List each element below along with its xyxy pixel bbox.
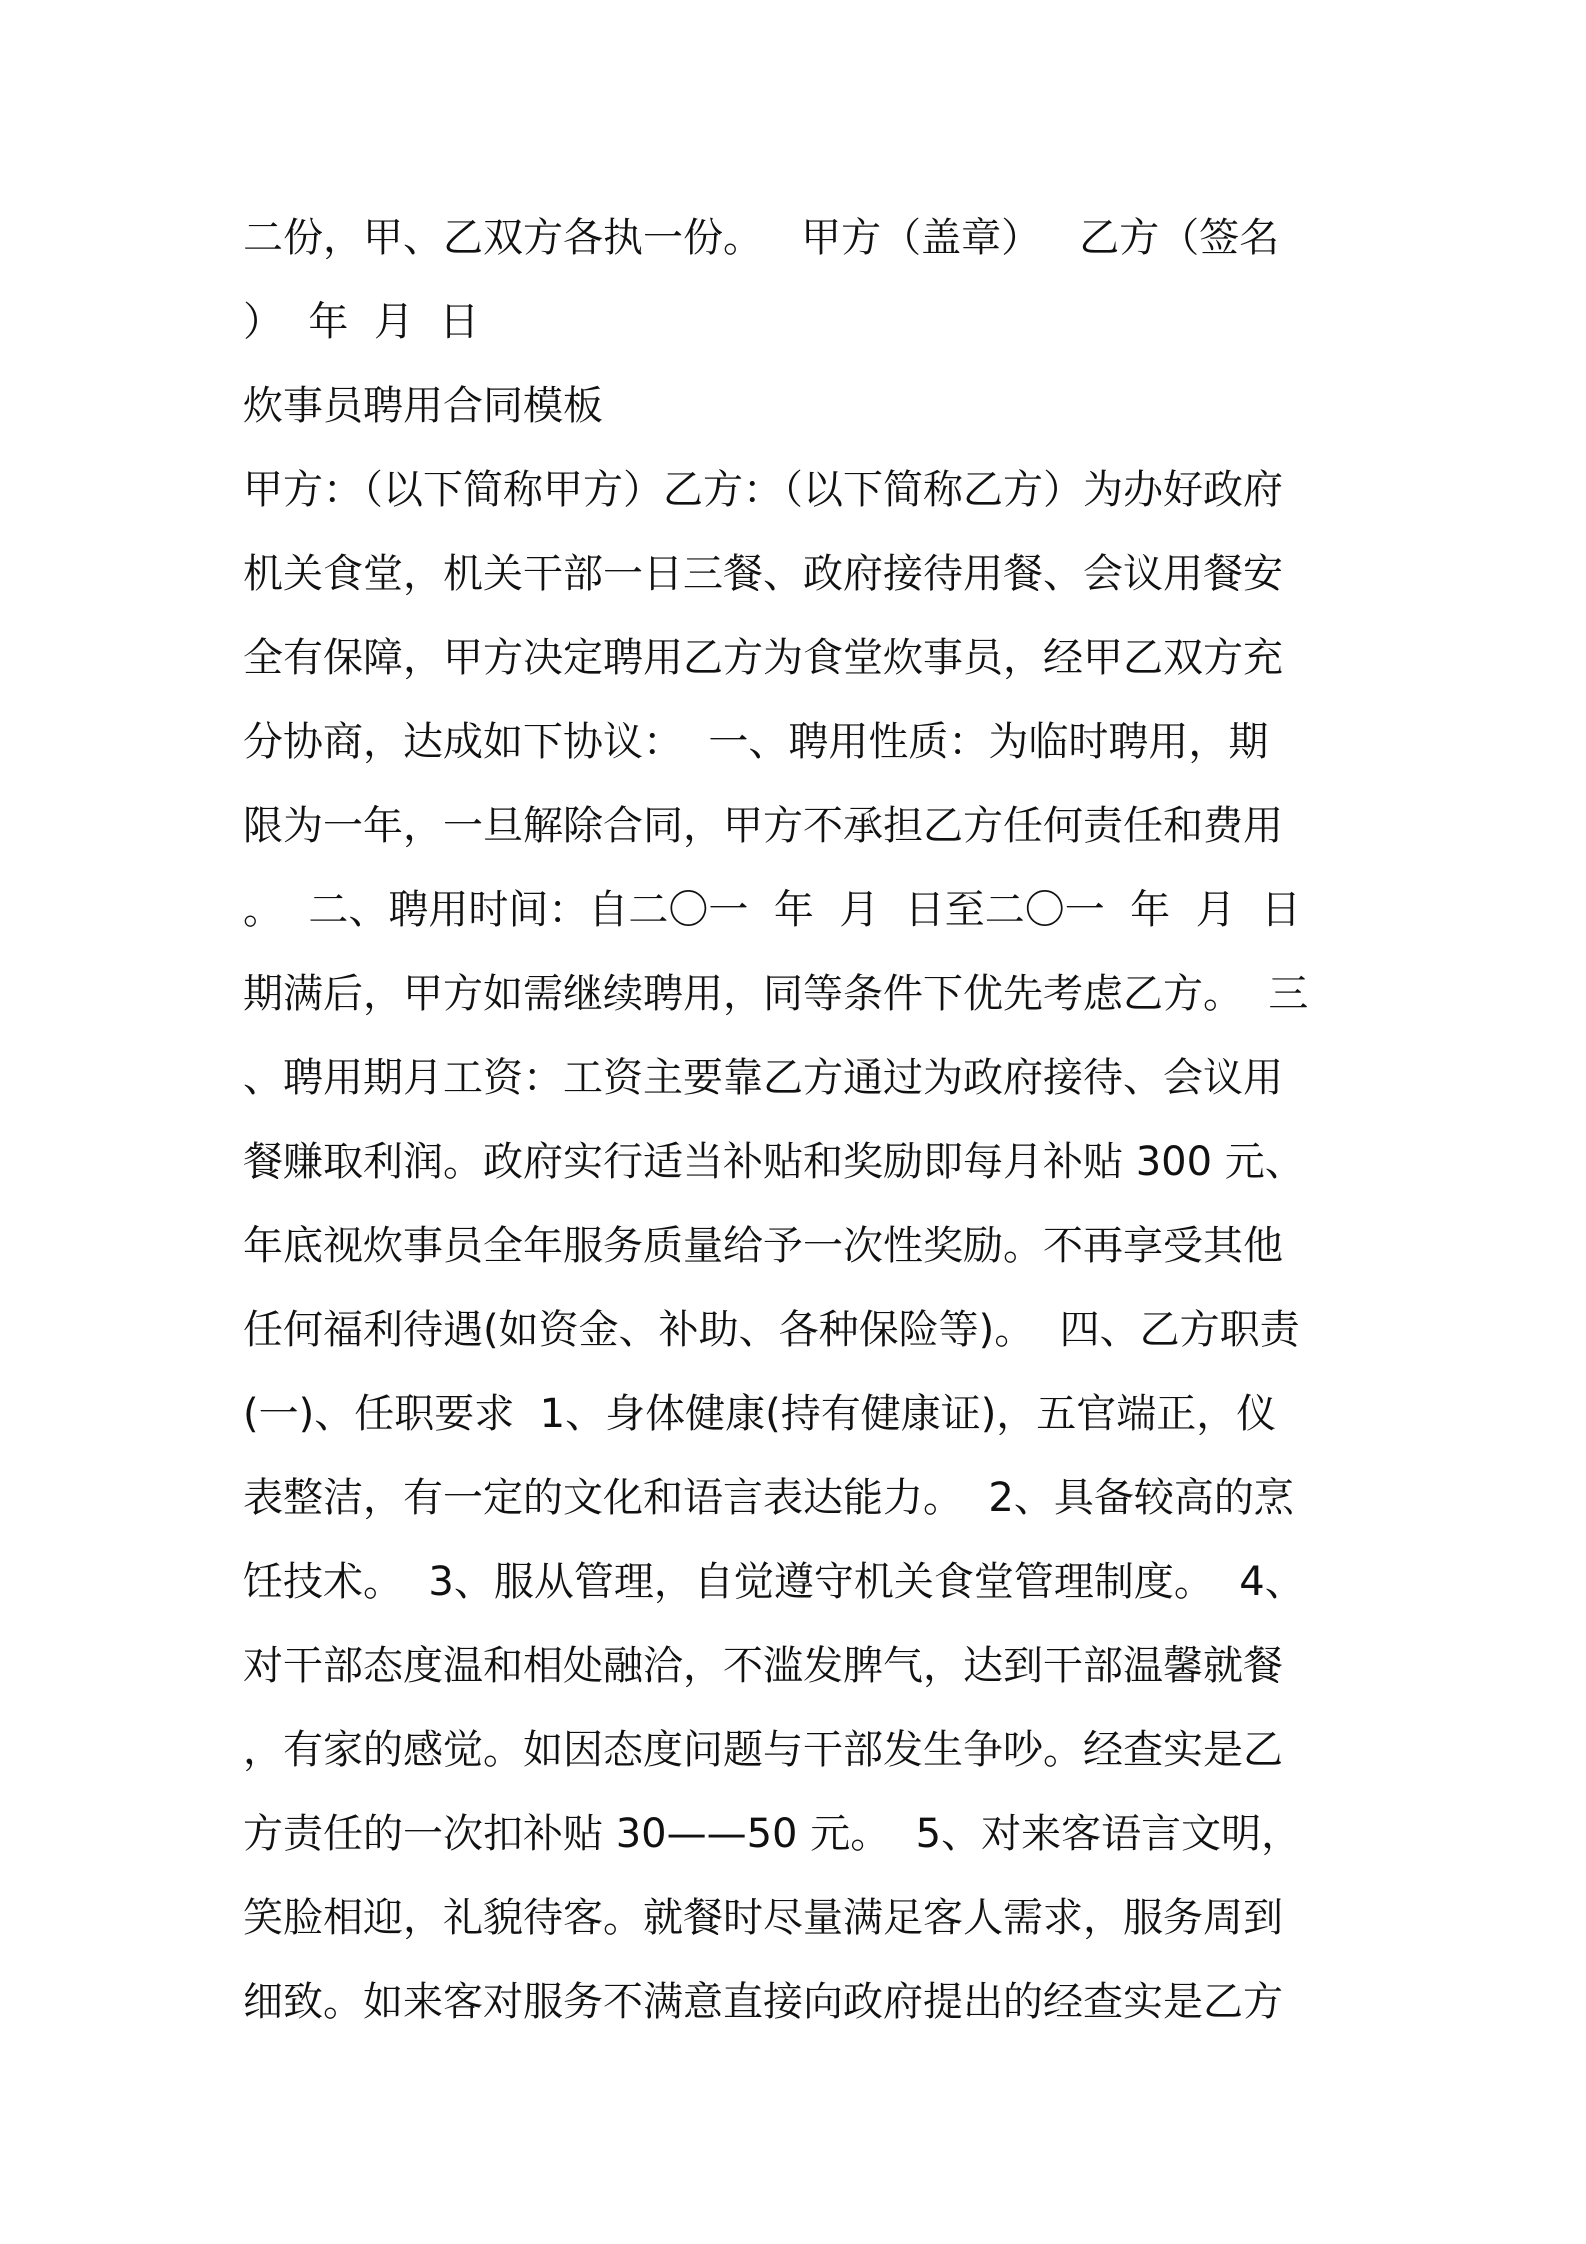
text-line: 分协商，达成如下协议： 一、聘用性质：为临时聘用，期 — [243, 719, 1269, 765]
text-line: 餐赚取利润。政府实行适当补贴和奖励即每月补贴 300 元、 — [243, 1139, 1305, 1185]
document-body — [243, 196, 1353, 2044]
text-line: 细致。如来客对服务不满意直接向政府提出的经查实是乙方 — [243, 1979, 1283, 2025]
text-line: 饪技术。 3、服从管理，自觉遵守机关食堂管理制度。 4、 — [243, 1559, 1305, 1605]
text-line: ，有家的感觉。如因态度问题与干部发生争吵。经查实是乙 — [243, 1727, 1283, 1773]
text-line: 全有保障，甲方决定聘用乙方为食堂炊事员，经甲乙双方充 — [243, 635, 1283, 681]
text-line: 、聘用期月工资：工资主要靠乙方通过为政府接待、会议用 — [243, 1055, 1283, 1101]
text-line: 对干部态度温和相处融洽，不滥发脾气，达到干部温馨就餐 — [243, 1643, 1283, 1689]
text-line: 年底视炊事员全年服务质量给予一次性奖励。不再享受其他 — [243, 1223, 1283, 1269]
text-line: 笑脸相迎，礼貌待客。就餐时尽量满足客人需求，服务周到 — [243, 1895, 1283, 1941]
text-line: 期满后，甲方如需继续聘用，同等条件下优先考虑乙方。 三 — [243, 971, 1309, 1017]
text-line: 。 二、聘用时间：自二〇一 年 月 日至二〇一 年 月 日 — [243, 887, 1302, 933]
document-title: 炊事员聘用合同模板 — [243, 383, 603, 429]
text-line: 方责任的一次扣补贴 30——50 元。 5、对来客语言文明， — [243, 1811, 1302, 1857]
text-line: 任何福利待遇(如资金、补助、各种保险等)。 四、乙方职责 — [243, 1307, 1300, 1353]
text-line: 表整洁，有一定的文化和语言表达能力。 2、具备较高的烹 — [243, 1475, 1294, 1521]
text-line: 限为一年，一旦解除合同，甲方不承担乙方任何责任和费用 — [243, 803, 1283, 849]
text-line: (一)、任职要求 1、身体健康(持有健康证)，五官端正，仪 — [243, 1391, 1277, 1437]
text-line: ） 年 月 日 — [243, 299, 480, 345]
text-line: 二份，甲、乙双方各执一份。 甲方（盖章） 乙方（签名 — [243, 215, 1280, 261]
text-line: 机关食堂，机关干部一日三餐、政府接待用餐、会议用餐安 — [243, 551, 1283, 597]
text-line: 甲方：（以下简称甲方）乙方：（以下简称乙方）为办好政府 — [243, 467, 1283, 513]
